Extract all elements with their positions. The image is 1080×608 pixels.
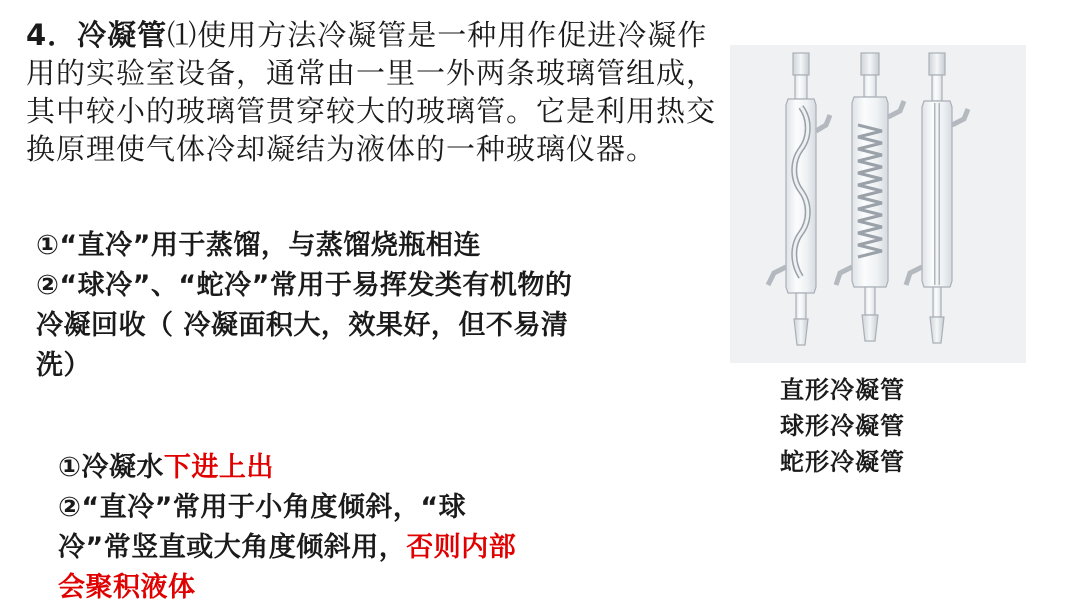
- section-heading: 4．冷凝管: [26, 18, 168, 52]
- tilt-usage-text: ②“直冷”常用于小角度倾斜，“球冷”常竖直或大角度倾斜用，: [58, 492, 467, 563]
- tilt-usage-highlight: 否则内部会聚积液体: [58, 532, 517, 603]
- water-flow-highlight: 下进上出: [163, 452, 274, 483]
- caption-coil-condenser: 蛇形冷凝管: [780, 448, 905, 476]
- bulb-condenser-drawing: [768, 53, 830, 345]
- figure-captions: [780, 372, 905, 480]
- note-bulb-coil-condenser: ②“球冷”、“蛇冷”常用于易挥发类有机物的冷凝回收（ 冷凝面积大，效果好，但不易清洗）: [36, 270, 573, 381]
- note-water-flow: [58, 448, 274, 488]
- note-straight-condenser: ①“直冷”用于蒸馏，与蒸馏烧瓶相连: [36, 230, 481, 261]
- caption-straight-condenser: 直形冷凝管: [780, 376, 905, 404]
- condenser-illustration: [730, 45, 1026, 363]
- intro-text: ⑴使用方法冷凝管是一种用作促进冷凝作用的实验室设备，通常由一里一外两条玻璃管组成，其中较小的玻璃管贯穿较大的玻璃管。它是利用热交换原理使气体冷却凝结为液体的一种玻璃仪器。: [26, 18, 717, 166]
- coil-condenser-drawing: [836, 53, 904, 341]
- note-tilt-usage: [58, 488, 528, 608]
- caption-bulb-condenser: 球形冷凝管: [780, 412, 905, 440]
- straight-condenser-drawing: [906, 53, 968, 343]
- water-flow-prefix: ①冷凝水: [58, 452, 164, 483]
- intro-paragraph: [26, 16, 716, 168]
- condenser-figure: [730, 45, 1026, 363]
